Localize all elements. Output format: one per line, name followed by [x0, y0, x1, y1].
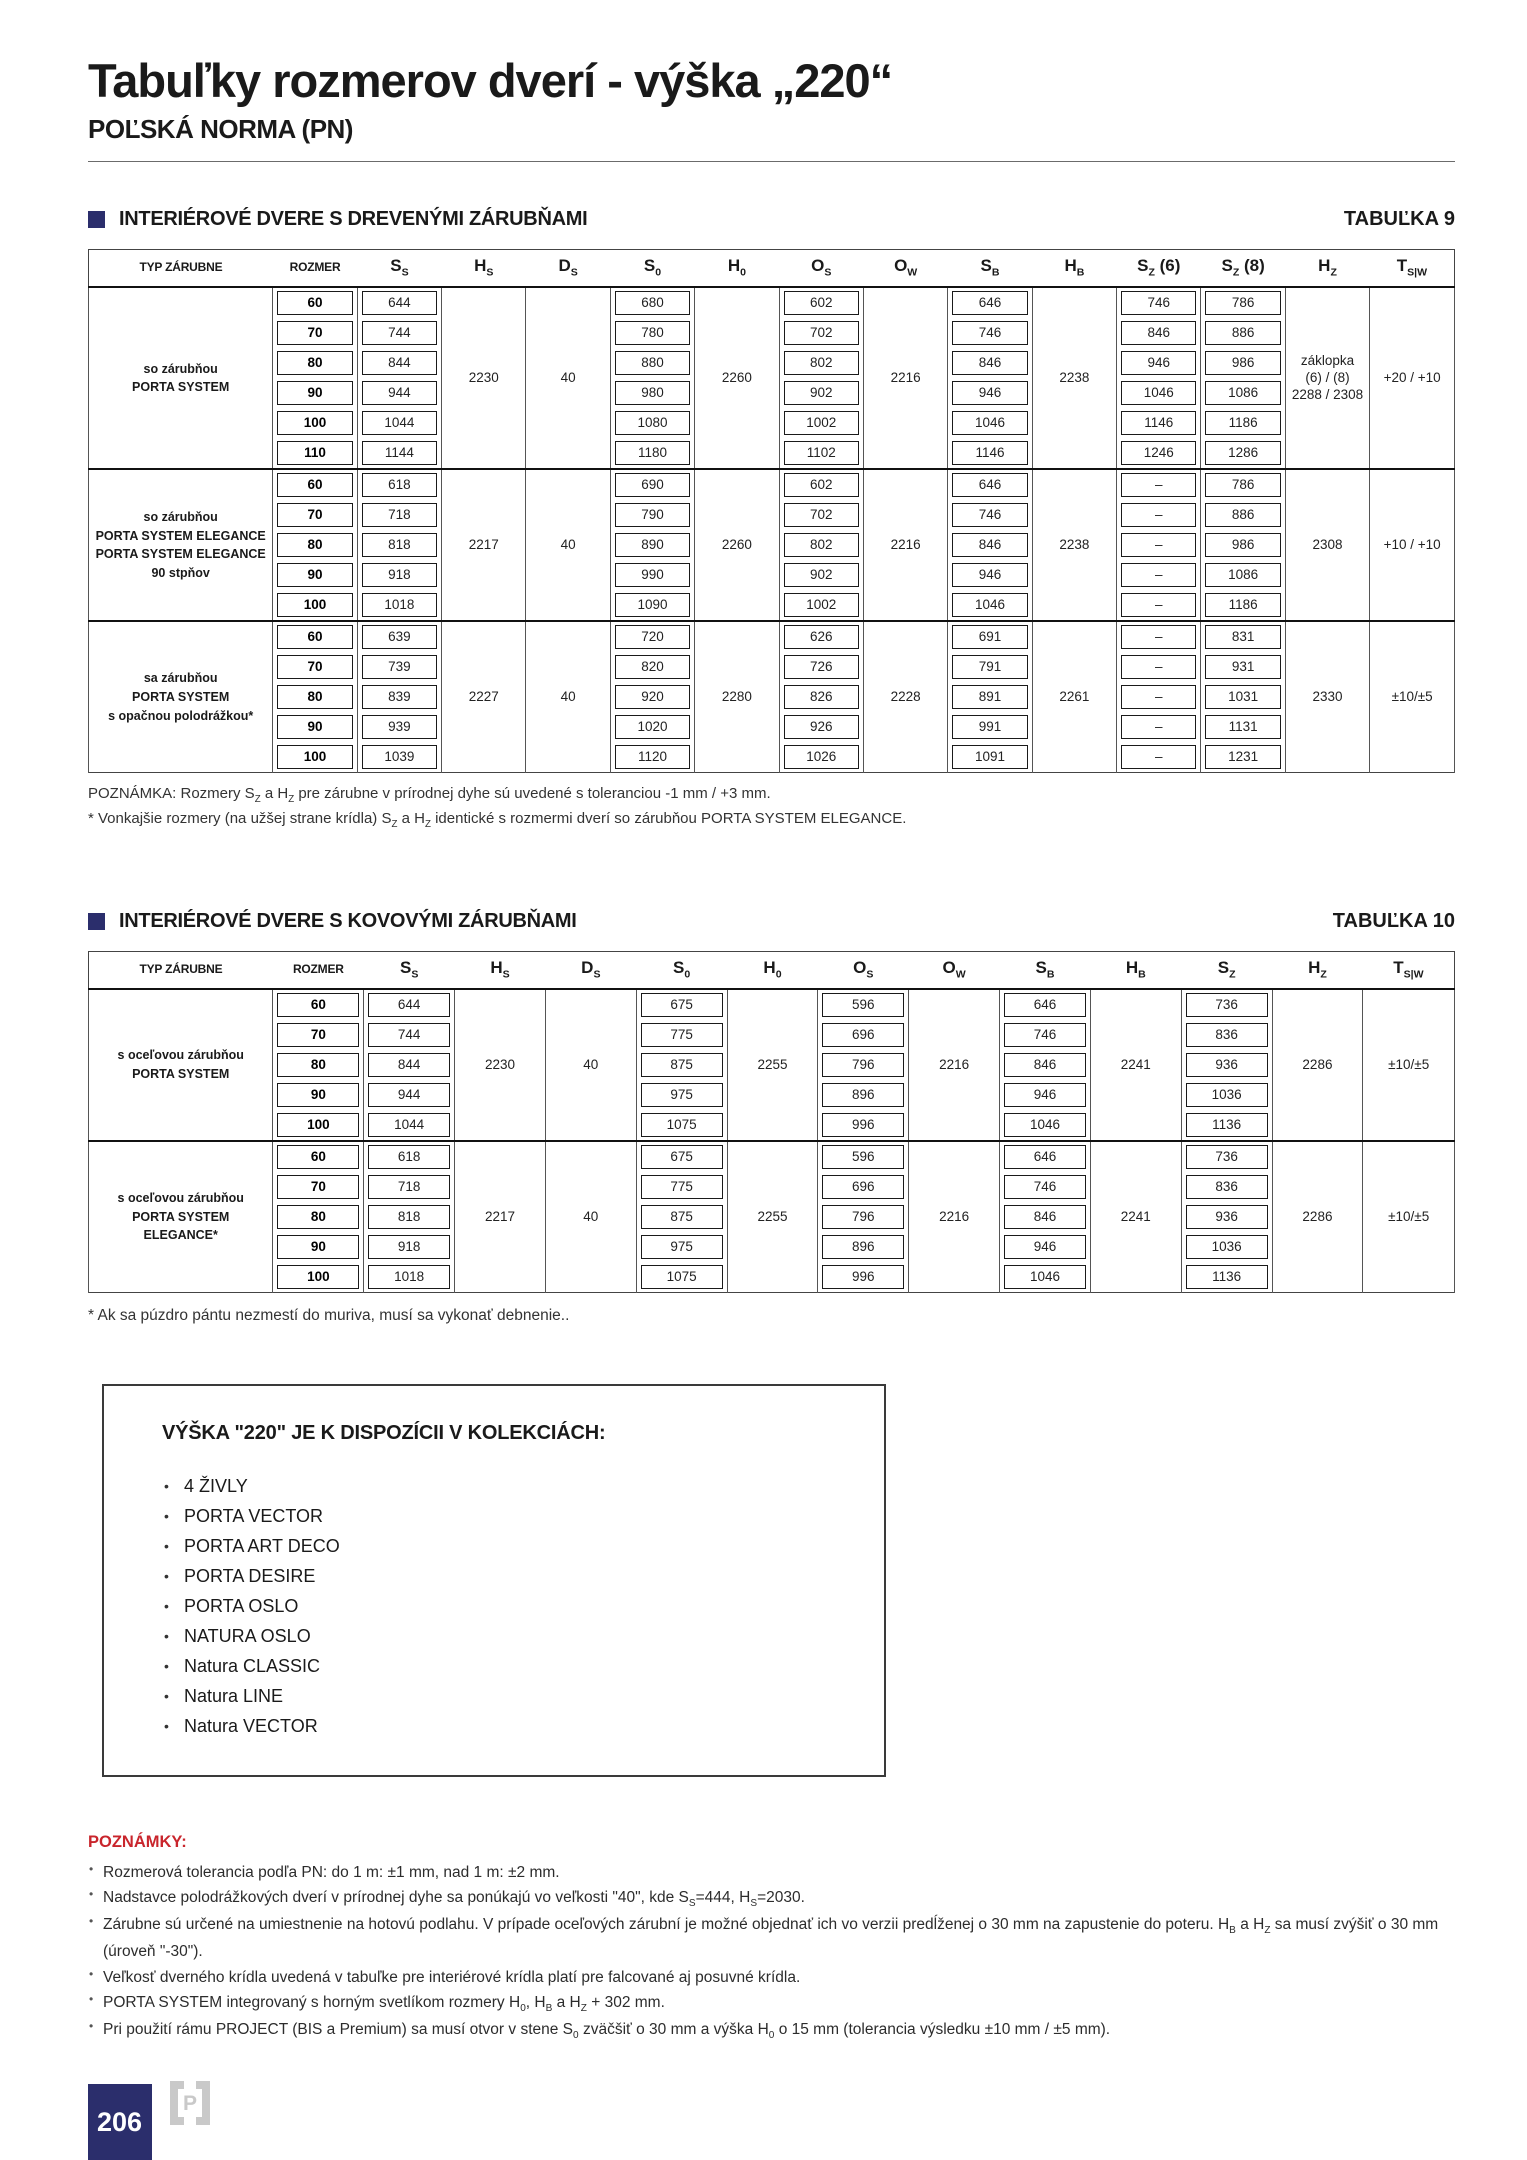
value-cell: 896	[818, 1232, 909, 1262]
column-header: TYP ZÁRUBNE	[89, 250, 273, 288]
value-cell: 990	[610, 560, 694, 590]
value-cell: 786	[1201, 287, 1285, 318]
value-cell: 818	[364, 1202, 455, 1232]
value-cell: 996	[818, 1110, 909, 1141]
value-cell: 996	[818, 1262, 909, 1293]
value-cell: 90	[273, 1080, 364, 1110]
column-header: $S_Z$	[1181, 951, 1272, 989]
value-cell: 920	[610, 682, 694, 712]
collection-item: • Natura VECTOR	[162, 1711, 874, 1741]
section-title: INTERIÉROVÉ DVERE S KOVOVÝMI ZÁRUBŇAMI	[119, 909, 577, 932]
page-number: 206	[97, 2106, 143, 2137]
table9-container	[88, 249, 1455, 773]
value-cell: 690	[610, 469, 694, 500]
value-cell: 796	[818, 1050, 909, 1080]
merged-value-cell: 2255	[727, 989, 818, 1141]
column-header: $H_0$	[695, 250, 779, 288]
value-cell: 646	[948, 469, 1032, 500]
value-cell: 902	[779, 560, 863, 590]
table9-notes	[88, 783, 1455, 831]
value-cell: 831	[1201, 621, 1285, 652]
value-cell: 744	[364, 1020, 455, 1050]
merged-value-cell: +20 / +10	[1370, 287, 1455, 469]
column-header: $O_S$	[818, 951, 909, 989]
column-header: $S_S$	[364, 951, 455, 989]
value-cell: 1180	[610, 438, 694, 469]
frame-type-group	[89, 469, 1455, 621]
value-cell: –	[1117, 742, 1201, 773]
value-cell: 639	[357, 621, 441, 652]
value-cell: 90	[273, 378, 357, 408]
value-cell: 100	[273, 742, 357, 773]
merged-value-cell: 2330	[1285, 621, 1369, 773]
value-cell: 1018	[357, 590, 441, 621]
column-header: $S_Z$ (8)	[1201, 250, 1285, 288]
value-cell: 846	[948, 348, 1032, 378]
column-header: $H_B$	[1090, 951, 1181, 989]
value-cell: 791	[948, 652, 1032, 682]
value-cell: 1046	[948, 408, 1032, 438]
value-cell: 944	[357, 378, 441, 408]
column-header: ROZMER	[273, 951, 364, 989]
merged-value-cell: 40	[545, 989, 636, 1141]
merged-value-cell: 2230	[442, 287, 526, 469]
table10-container	[88, 951, 1455, 1293]
value-cell: 602	[779, 287, 863, 318]
section-square-icon	[88, 211, 105, 228]
merged-value-cell: 2280	[695, 621, 779, 773]
value-cell: 946	[1117, 348, 1201, 378]
merged-value-cell: 2308	[1285, 469, 1369, 621]
value-cell: 646	[1000, 1141, 1091, 1172]
value-cell: 946	[1000, 1080, 1091, 1110]
porta-logo-icon	[170, 2081, 210, 2130]
dimensions-table	[88, 951, 1455, 1293]
table10-label: TABUĽKA 10	[1332, 909, 1455, 932]
value-cell: 1046	[1000, 1110, 1091, 1141]
merged-value-cell: 2216	[909, 1141, 1000, 1293]
value-cell: 718	[364, 1172, 455, 1202]
value-cell: 1136	[1181, 1262, 1272, 1293]
value-cell: 875	[636, 1050, 727, 1080]
value-cell: 836	[1181, 1172, 1272, 1202]
merged-value-cell: 2260	[695, 469, 779, 621]
value-cell: 80	[273, 682, 357, 712]
value-cell: 846	[1000, 1050, 1091, 1080]
value-cell: 100	[273, 590, 357, 621]
column-header: $T_{S|W}$	[1363, 951, 1455, 989]
column-header: $O_S$	[779, 250, 863, 288]
frame-type-label: so zárubňou PORTA SYSTEM ELEGANCE PORTA SYSTEM ELEGANCE 90 stpňov	[89, 469, 273, 621]
value-cell: 875	[636, 1202, 727, 1232]
note-item: • PORTA SYSTEM integrovaný s horným svetlíkom rozmery $H_0$, $H_B$ a $H_Z + 302$ mm.	[88, 1990, 1455, 2017]
merged-value-cell: 2238	[1032, 469, 1116, 621]
value-cell: 891	[948, 682, 1032, 712]
value-cell: –	[1117, 652, 1201, 682]
value-cell: 826	[779, 682, 863, 712]
merged-value-cell: +10 / +10	[1370, 469, 1455, 621]
value-cell: 90	[273, 712, 357, 742]
value-cell: 936	[1181, 1050, 1272, 1080]
note-item: • Zárubne sú určené na umiestnenie na hotovú podlahu. V prípade oceľových zárubní je možné objednať ich vo verzii predĺženej o 30 mm na zapustenie do poteru. $H_B$ a $H_Z$ sa musí zvýšiť o 30 mm (úroveň "-30").	[88, 1912, 1455, 1965]
value-cell: 675	[636, 1141, 727, 1172]
value-cell: 975	[636, 1232, 727, 1262]
page-subtitle: POĽSKÁ NORMA (PN)	[88, 114, 353, 145]
merged-value-cell: 2217	[442, 469, 526, 621]
value-cell: 802	[779, 530, 863, 560]
value-cell: 90	[273, 560, 357, 590]
value-cell: 1231	[1201, 742, 1285, 773]
value-cell: 80	[273, 1202, 364, 1232]
note-item: • Veľkosť dverného krídla uvedená v tabuľke pre interiérové krídla platí pre falcované aj posuvné krídla.	[88, 1965, 1455, 1990]
value-cell: 1144	[357, 438, 441, 469]
page-title: Tabuľky rozmerov dverí - výška „220“	[88, 54, 893, 107]
collections-list	[162, 1471, 874, 1741]
value-cell: 100	[273, 1110, 364, 1141]
merged-value-cell: 2261	[1032, 621, 1116, 773]
value-cell: 644	[357, 287, 441, 318]
column-header: ROZMER	[273, 250, 357, 288]
value-cell: 1091	[948, 742, 1032, 773]
column-header: $S_0$	[610, 250, 694, 288]
merged-value-cell: 2241	[1090, 1141, 1181, 1293]
value-cell: –	[1117, 530, 1201, 560]
column-header: $H_S$	[442, 250, 526, 288]
value-cell: 1031	[1201, 682, 1285, 712]
value-cell: 70	[273, 318, 357, 348]
collection-item: • PORTA OSLO	[162, 1591, 874, 1621]
value-cell: 646	[1000, 989, 1091, 1020]
merged-value-cell: 2217	[455, 1141, 546, 1293]
value-cell: 1044	[357, 408, 441, 438]
value-cell: 1146	[948, 438, 1032, 469]
value-cell: 60	[273, 989, 364, 1020]
value-cell: 1120	[610, 742, 694, 773]
value-cell: 986	[1201, 348, 1285, 378]
value-cell: 1090	[610, 590, 694, 621]
frame-type-group	[89, 621, 1455, 773]
value-cell: 696	[818, 1020, 909, 1050]
value-cell: 746	[948, 318, 1032, 348]
column-header: $S_0$	[636, 951, 727, 989]
value-cell: 1002	[779, 590, 863, 621]
collection-item: • 4 ŽIVLY	[162, 1471, 874, 1501]
value-cell: 646	[948, 287, 1032, 318]
merged-value-cell: 2228	[863, 621, 947, 773]
value-cell: 702	[779, 500, 863, 530]
merged-value-cell: 40	[526, 469, 610, 621]
value-cell: 596	[818, 1141, 909, 1172]
value-cell: 931	[1201, 652, 1285, 682]
column-header: $D_S$	[526, 250, 610, 288]
frame-type-label: so zárubňou PORTA SYSTEM	[89, 287, 273, 469]
value-cell: 596	[818, 989, 909, 1020]
collection-item: • Natura CLASSIC	[162, 1651, 874, 1681]
value-cell: 902	[779, 378, 863, 408]
table-row	[89, 621, 1455, 652]
value-cell: 80	[273, 1050, 364, 1080]
value-cell: 818	[357, 530, 441, 560]
section-heading-wooden-frames	[88, 208, 1455, 231]
collection-item: • Natura LINE	[162, 1681, 874, 1711]
value-cell: 775	[636, 1172, 727, 1202]
value-cell: 1102	[779, 438, 863, 469]
value-cell: 991	[948, 712, 1032, 742]
value-cell: 936	[1181, 1202, 1272, 1232]
value-cell: 946	[948, 378, 1032, 408]
value-cell: 1286	[1201, 438, 1285, 469]
value-cell: 844	[357, 348, 441, 378]
value-cell: 1186	[1201, 408, 1285, 438]
value-cell: 736	[1181, 1141, 1272, 1172]
table10-notes	[88, 1305, 1455, 1327]
frame-type-label: s oceľovou zárubňou PORTA SYSTEM ELEGANCE*	[89, 1141, 273, 1293]
value-cell: 1086	[1201, 378, 1285, 408]
collections-box	[102, 1384, 886, 1777]
value-cell: –	[1117, 621, 1201, 652]
value-cell: 70	[273, 1172, 364, 1202]
value-cell: 626	[779, 621, 863, 652]
value-cell: 886	[1201, 318, 1285, 348]
column-header: $S_S$	[357, 250, 441, 288]
frame-type-label: s oceľovou zárubňou PORTA SYSTEM	[89, 989, 273, 1141]
value-cell: 1036	[1181, 1232, 1272, 1262]
section-heading-metal-frames	[88, 910, 1455, 933]
notes-list	[88, 1860, 1455, 2045]
value-cell: 926	[779, 712, 863, 742]
note-item: • Nadstavce polodrážkových dverí v prírodnej dyhe sa ponúkajú vo veľkosti "40", kde $S_S=444$, $H_S=2030$.	[88, 1885, 1455, 1912]
value-cell: 944	[364, 1080, 455, 1110]
merged-value-cell: 2230	[455, 989, 546, 1141]
value-cell: 80	[273, 530, 357, 560]
column-header: $S_B$	[1000, 951, 1091, 989]
column-header: $H_0$	[727, 951, 818, 989]
table-note-line: * Vonkajšie rozmery (na užšej strane krídla) $S_Z$ a $H_Z$ identické s rozmermi dverí so zárubňou PORTA SYSTEM ELEGANCE.	[88, 809, 907, 830]
value-cell: 946	[1000, 1232, 1091, 1262]
value-cell: 70	[273, 1020, 364, 1050]
value-cell: 1186	[1201, 590, 1285, 621]
value-cell: 1075	[636, 1110, 727, 1141]
value-cell: 975	[636, 1080, 727, 1110]
value-cell: 986	[1201, 530, 1285, 560]
divider	[88, 161, 1455, 162]
value-cell: 896	[818, 1080, 909, 1110]
value-cell: 746	[1000, 1020, 1091, 1050]
page-number-badge	[88, 2084, 152, 2160]
column-header: $D_S$	[545, 951, 636, 989]
svg-text:P: P	[182, 2092, 198, 2115]
value-cell: 746	[1000, 1172, 1091, 1202]
value-cell: 80	[273, 348, 357, 378]
value-cell: 680	[610, 287, 694, 318]
value-cell: –	[1117, 469, 1201, 500]
value-cell: 110	[273, 438, 357, 469]
frame-type-group	[89, 287, 1455, 469]
collection-item: • PORTA ART DECO	[162, 1531, 874, 1561]
value-cell: 1146	[1117, 408, 1201, 438]
value-cell: 60	[273, 1141, 364, 1172]
value-cell: 720	[610, 621, 694, 652]
value-cell: 1080	[610, 408, 694, 438]
merged-value-cell: 2286	[1272, 989, 1363, 1141]
collection-item: • NATURA OSLO	[162, 1621, 874, 1651]
merged-value-cell: 2241	[1090, 989, 1181, 1141]
merged-value-cell: 2227	[442, 621, 526, 773]
value-cell: 786	[1201, 469, 1285, 500]
value-cell: 736	[1181, 989, 1272, 1020]
value-cell: 90	[273, 1232, 364, 1262]
merged-value-cell: 2216	[909, 989, 1000, 1141]
value-cell: 644	[364, 989, 455, 1020]
merged-value-cell: 2238	[1032, 287, 1116, 469]
value-cell: 746	[1117, 287, 1201, 318]
value-cell: 846	[1117, 318, 1201, 348]
value-cell: 100	[273, 1262, 364, 1293]
table-row	[89, 469, 1455, 500]
value-cell: 846	[948, 530, 1032, 560]
merged-value-cell: ±10/±5	[1363, 1141, 1455, 1293]
table9-label: TABUĽKA 9	[1343, 208, 1455, 231]
value-cell: 100	[273, 408, 357, 438]
value-cell: 836	[1181, 1020, 1272, 1050]
merged-value-cell: 2216	[863, 287, 947, 469]
value-cell: 780	[610, 318, 694, 348]
value-cell: 1075	[636, 1262, 727, 1293]
value-cell: –	[1117, 500, 1201, 530]
value-cell: 1046	[1117, 378, 1201, 408]
value-cell: 60	[273, 287, 357, 318]
column-header: $H_B$	[1032, 250, 1116, 288]
value-cell: 980	[610, 378, 694, 408]
value-cell: 1039	[357, 742, 441, 773]
value-cell: 802	[779, 348, 863, 378]
column-header: $O_W$	[909, 951, 1000, 989]
note-item: • Pri použití rámu PROJECT (BIS a Premium) sa musí otvor v stene $S_0$ zväčšiť o 30 mm a výška $H_0$ o 15 mm (tolerancia výsledku ±10 mm / ±5 mm).	[88, 2017, 1455, 2044]
value-cell: 675	[636, 989, 727, 1020]
value-cell: 796	[818, 1202, 909, 1232]
value-cell: 1086	[1201, 560, 1285, 590]
value-cell: 618	[357, 469, 441, 500]
column-header: $S_B$	[948, 250, 1032, 288]
merged-value-cell: 40	[545, 1141, 636, 1293]
collection-item: • PORTA DESIRE	[162, 1561, 874, 1591]
table-note-line: * Ak sa púzdro pántu nezmestí do muriva, musí sa vykonať debnenie..	[88, 1307, 570, 1325]
value-cell: 702	[779, 318, 863, 348]
value-cell: 1020	[610, 712, 694, 742]
section-square-icon	[88, 913, 105, 930]
value-cell: –	[1117, 560, 1201, 590]
table-row	[89, 1141, 1455, 1172]
column-header: $O_W$	[863, 250, 947, 288]
frame-type-label: sa zárubňou PORTA SYSTEM s opačnou polodrážkou*	[89, 621, 273, 773]
value-cell: 1002	[779, 408, 863, 438]
value-cell: 775	[636, 1020, 727, 1050]
value-cell: –	[1117, 682, 1201, 712]
value-cell: 1136	[1181, 1110, 1272, 1141]
frame-type-group	[89, 1141, 1455, 1293]
value-cell: –	[1117, 712, 1201, 742]
value-cell: 886	[1201, 500, 1285, 530]
merged-value-cell: ±10/±5	[1363, 989, 1455, 1141]
value-cell: 744	[357, 318, 441, 348]
value-cell: 939	[357, 712, 441, 742]
column-header: TYP ZÁRUBNE	[89, 951, 273, 989]
value-cell: 696	[818, 1172, 909, 1202]
collections-title: VÝŠKA "220" JE K DISPOZÍCII V KOLEKCIÁCH:	[162, 1421, 606, 1444]
value-cell: 746	[948, 500, 1032, 530]
table-note-line: POZNÁMKA: Rozmery $S_Z$ a $H_Z$ pre zárubne v prírodnej dyhe sú uvedené s toleranciou -1 mm / +3 mm.	[88, 785, 771, 806]
value-cell: 918	[357, 560, 441, 590]
value-cell: 820	[610, 652, 694, 682]
merged-value-cell: ±10/±5	[1370, 621, 1455, 773]
value-cell: 1026	[779, 742, 863, 773]
value-cell: 890	[610, 530, 694, 560]
value-cell: 1131	[1201, 712, 1285, 742]
table-row	[89, 989, 1455, 1020]
column-header: $H_Z$	[1272, 951, 1363, 989]
notes-section	[88, 1833, 1455, 2045]
value-cell: 1046	[948, 590, 1032, 621]
column-header: $H_S$	[455, 951, 546, 989]
value-cell: 1246	[1117, 438, 1201, 469]
merged-value-cell: 2286	[1272, 1141, 1363, 1293]
value-cell: 844	[364, 1050, 455, 1080]
section-title: INTERIÉROVÉ DVERE S DREVENÝMI ZÁRUBŇAMI	[119, 208, 588, 231]
merged-value-cell: 2255	[727, 1141, 818, 1293]
merged-value-cell: 2216	[863, 469, 947, 621]
column-header: $T_{S|W}$	[1370, 250, 1455, 288]
merged-value-cell: záklopka (6) / (8) 2288 / 2308	[1285, 287, 1369, 469]
column-header: $H_Z$	[1285, 250, 1369, 288]
value-cell: 918	[364, 1232, 455, 1262]
value-cell: 60	[273, 621, 357, 652]
merged-value-cell: 40	[526, 621, 610, 773]
frame-type-group	[89, 989, 1455, 1141]
value-cell: 1036	[1181, 1080, 1272, 1110]
value-cell: 70	[273, 500, 357, 530]
value-cell: 739	[357, 652, 441, 682]
merged-value-cell: 2260	[695, 287, 779, 469]
dimensions-table	[88, 249, 1455, 773]
note-item: • Rozmerová tolerancia podľa PN: do 1 m: ±1 mm, nad 1 m: ±2 mm.	[88, 1860, 1455, 1885]
value-cell: 60	[273, 469, 357, 500]
merged-value-cell: 40	[526, 287, 610, 469]
value-cell: 790	[610, 500, 694, 530]
column-header: $S_Z$ (6)	[1117, 250, 1201, 288]
value-cell: 846	[1000, 1202, 1091, 1232]
value-cell: 618	[364, 1141, 455, 1172]
value-cell: 602	[779, 469, 863, 500]
value-cell: 718	[357, 500, 441, 530]
value-cell: 946	[948, 560, 1032, 590]
table-row	[89, 287, 1455, 318]
value-cell: 70	[273, 652, 357, 682]
value-cell: 1044	[364, 1110, 455, 1141]
value-cell: 691	[948, 621, 1032, 652]
value-cell: 880	[610, 348, 694, 378]
value-cell: –	[1117, 590, 1201, 621]
value-cell: 726	[779, 652, 863, 682]
notes-heading: POZNÁMKY:	[88, 1832, 187, 1851]
value-cell: 839	[357, 682, 441, 712]
collection-item: • PORTA VECTOR	[162, 1501, 874, 1531]
value-cell: 1046	[1000, 1262, 1091, 1293]
value-cell: 1018	[364, 1262, 455, 1293]
